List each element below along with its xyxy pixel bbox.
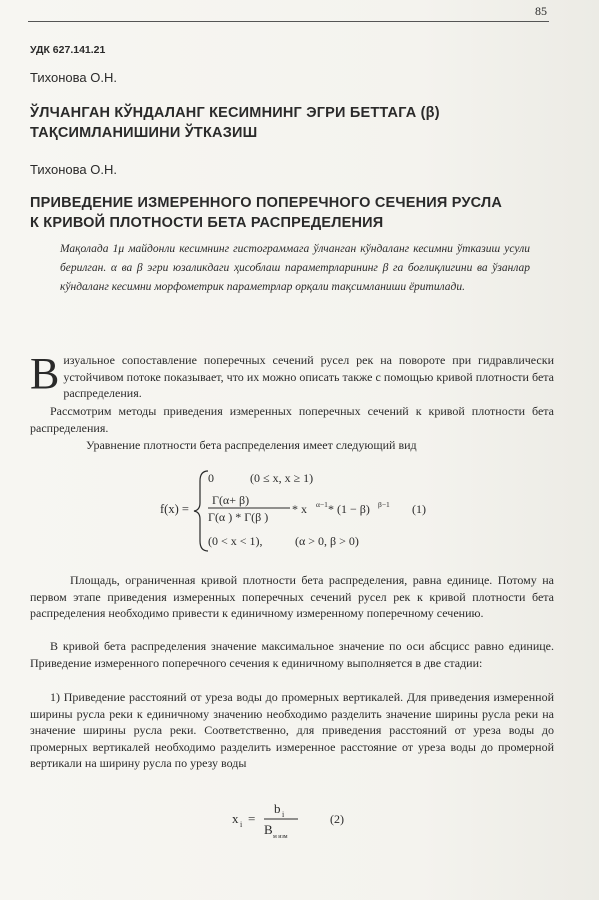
udc-code: УДК 627.141.21: [30, 44, 106, 56]
formula-beta-density: [150, 463, 470, 558]
drop-cap: В: [30, 349, 60, 398]
title-ru-line-1: ПРИВЕДЕНИЕ ИЗМЕРЕННОГО ПОПЕРЕЧНОГО СЕЧЕНИЯ РУСЛА: [30, 195, 503, 211]
equation-intro: Уравнение плотности бета распределения имеет следующий вид: [86, 438, 417, 452]
formula1-case3: (0 < x < 1),: [208, 534, 263, 548]
page-number: 85: [535, 4, 547, 18]
formula1-exp1: α−1: [316, 500, 328, 509]
formula1-denominator: Γ(α ) * Γ(β ): [208, 510, 269, 524]
formula1-numerator: Γ(α+ β): [212, 493, 250, 507]
formula1-label: (1): [412, 502, 426, 516]
title-ru: [30, 193, 550, 233]
intro-text: изуальное сопоставление поперечных сечений русел рек на повороте при гидравлически устойчивом потоке показывает, что их можно описать также с помощью кривой плотности бета распределения.: [63, 353, 554, 400]
area-paragraph: Площадь, ограниченная кривой плотности бета распределения, равна единице. Потому на первом этапе приведения измеренных поперечных сечений русел рек к кривой плотности бета распределения необходимо привести к единичному измеренному поперечному сечению.: [30, 573, 554, 620]
intro-paragraph: [30, 349, 554, 402]
title-ru-line-2: К КРИВОЙ ПЛОТНОСТИ БЕТА РАСПРЕДЕЛЕНИЯ: [30, 215, 384, 231]
formula1-case3-cond: (α > 0, β > 0): [295, 534, 359, 548]
formula2-den-sub: м изм: [273, 834, 288, 840]
formula1-factor1: * x: [292, 502, 307, 516]
methods-paragraph: Рассмотрим методы приведения измеренных поперечных сечений к кривой плотности бета распределения.: [30, 404, 554, 435]
formula2-num-sub: i: [282, 810, 285, 819]
formula2-lhs: x: [232, 811, 239, 826]
header-rule: [28, 21, 549, 22]
formula1-lhs: f(x) =: [160, 502, 189, 516]
formula2-equals: =: [248, 811, 256, 826]
step1-paragraph: 1) Приведение расстояний от уреза воды до промерных вертикалей. Для приведения измеренной ширины русла реки к единичному значению необходимо разделить значение ширины русла реки на значение ширины русла реки. Соответственно, для приведения расстояний от уреза воды до промерных вертикалей необходимо разделить измеренное расстояние от уреза воды до промерной вертикали на ширину русла по урезу воды: [30, 690, 554, 770]
formula1-brace: [194, 471, 208, 551]
formula2-numerator: b: [274, 801, 281, 816]
formula1-case1-cond: (0 ≤ x, x ≥ 1): [250, 471, 314, 485]
formula-normalized-distance: [230, 797, 380, 847]
formula2-denominator: B: [264, 822, 273, 837]
title-uz: [30, 103, 550, 143]
max-paragraph: В кривой бета распределения значение максимальное значение по оси абсцисс равно единице. Приведение измеренного поперечного сечения к единичному выполняется в две стадии:: [30, 639, 554, 670]
formula2-lhs-sub: i: [240, 820, 243, 829]
title-uz-line-2: ТАҚСИМЛАНИШИНИ ЎТКАЗИШ: [30, 125, 258, 141]
author-ru: Тихонова О.Н.: [30, 162, 117, 177]
formula1-case1: 0: [208, 471, 214, 485]
formula2-label: (2): [330, 812, 344, 826]
formula1-exp2: β−1: [378, 500, 390, 509]
formula1-factor2: * (1 − β): [328, 502, 370, 516]
abstract: Мақолада 1μ майдонли кесимнинг гистограммага ўлчанган кўндаланг кесимни ўтказиш усули берилган. α ва β эгри юзаликдаги ҳисоблаш параметрларининг β га боғлиқлигини ва ўзанлар кўндаланг кесимни морфометрик параметрлар орқали тақсимланиши ёритилади.: [60, 243, 530, 293]
title-uz-line-1: ЎЛЧАНГАН КЎНДАЛАНГ КЕСИМНИНГ ЭГРИ БЕТТАГА (β): [30, 105, 440, 121]
author-uz: Тихонова О.Н.: [30, 70, 117, 85]
